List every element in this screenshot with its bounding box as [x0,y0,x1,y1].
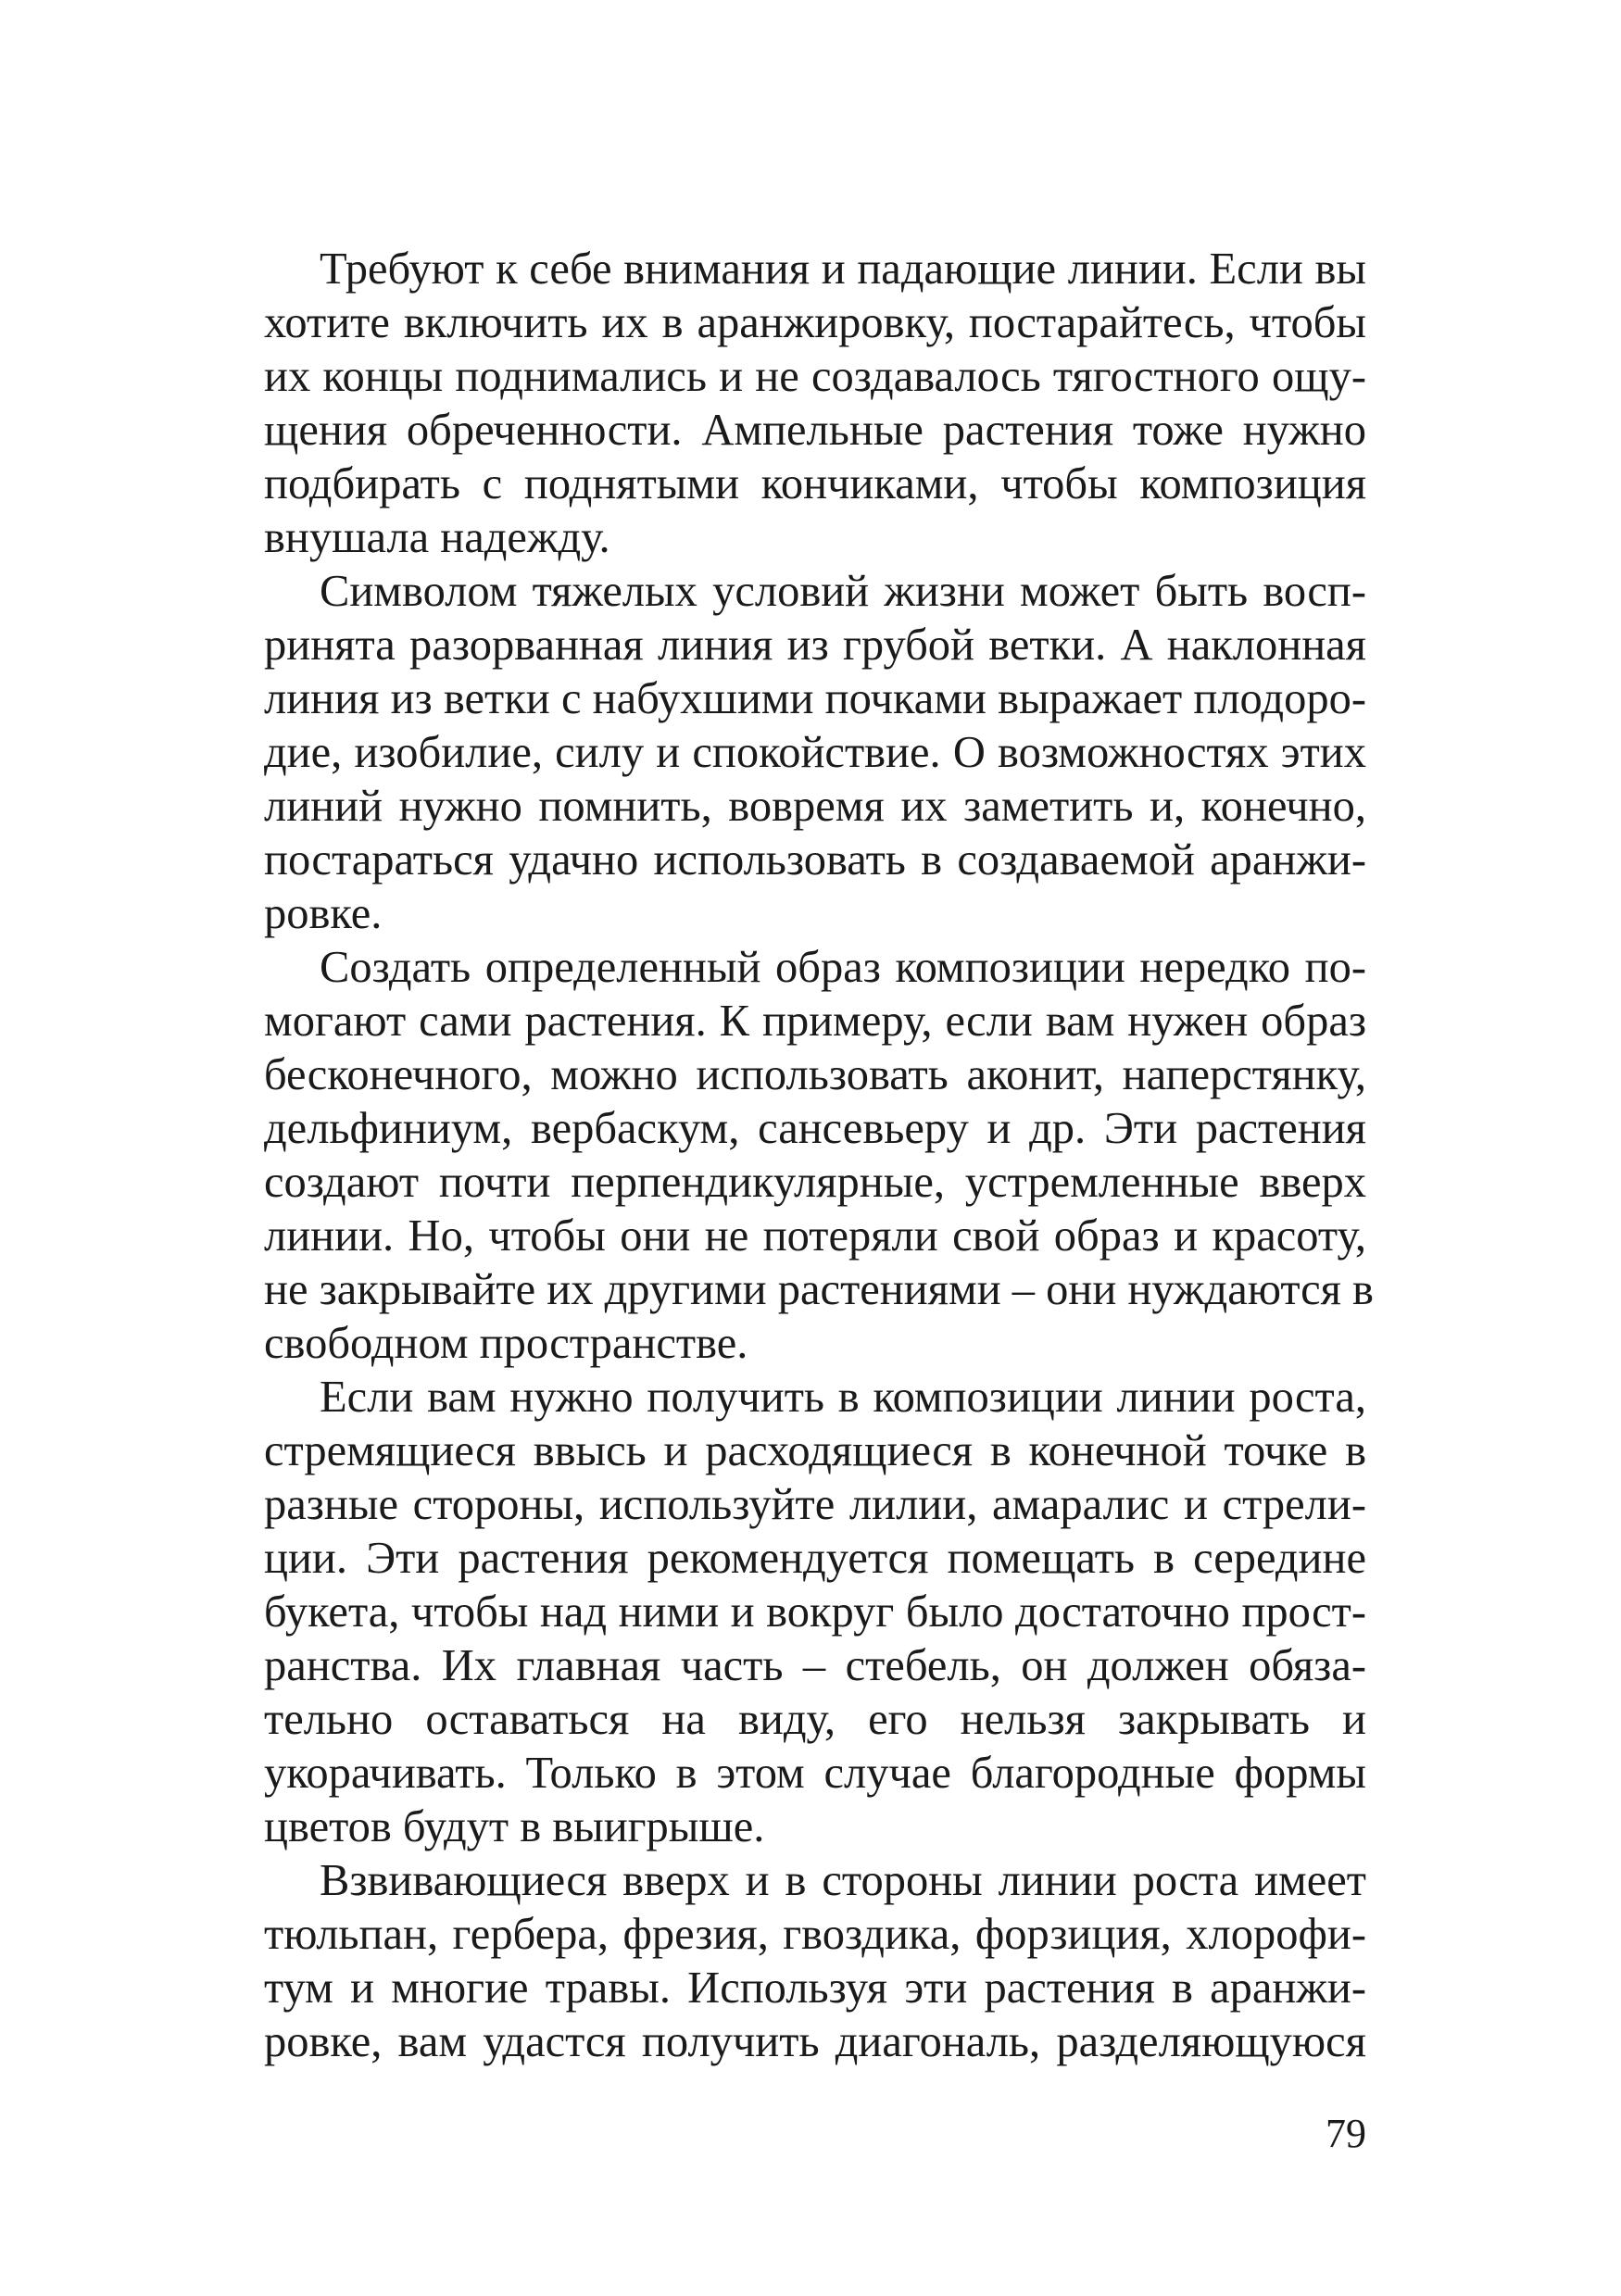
text-line: дельфиниум, вербаскум, сансевьеру и др. Эти растения [264,1104,1366,1153]
text-line: ринята разорванная линия из грубой ветки. А наклонная [264,621,1366,670]
text-line: Символом тяжелых условий жизни может быть восп- [320,567,1366,616]
text-line: разные стороны, используйте лилии, амаралис и стрели- [264,1480,1366,1529]
text-line: подбирать с поднятыми кончиками, чтобы композиция [264,459,1366,508]
text-line: ции. Эти растения рекомендуется помещать в середине [264,1534,1366,1583]
text-line: стремящиеся ввысь и расходящиеся в конечной точке в [264,1426,1366,1475]
text-line: внушала надежду. [264,513,610,562]
text-line: цветов будут в выигрыше. [264,1802,765,1851]
text-line: дие, изобилие, силу и спокойствие. О возможностях этих [264,728,1366,777]
text-line: бесконечного, можно использовать аконит, наперстянку, [264,1050,1366,1099]
text-line: хотите включить их в аранжировку, постарайтесь, чтобы [264,298,1366,347]
text-line: ранства. Их главная часть – стебель, он должен обяза- [264,1641,1366,1690]
text-line: ровке. [264,889,383,938]
text-line: щения обреченности. Ампельные растения тоже нужно [264,406,1366,455]
text-line: Взвивающиеся вверх и в стороны линии роста имеет [320,1856,1366,1905]
text-line: букета, чтобы над ними и вокруг было достаточно прост- [264,1587,1366,1637]
text-line: Требуют к себе внимания и падающие линии. Если вы [320,245,1366,294]
text-line: тельно оставаться на виду, его нельзя закрывать и [264,1695,1366,1744]
text-line: линий нужно помнить, вовремя их заметить и, конечно, [264,782,1366,831]
paragraph-1 [264,243,1366,565]
text-line: линии. Но, чтобы они не потеряли свой образ и красоту, [264,1211,1366,1261]
text-line: их концы поднимались и не создавалось тягостного ощу- [264,352,1366,401]
text-line: не закрывайте их другими растениями – они нуждаются в [264,1265,1374,1314]
text-line: линия из ветки с набухшими почками выражает плодоро- [264,674,1366,723]
text-line: укорачивать. Только в этом случае благородные формы [264,1749,1366,1798]
text-line: создают почти перпендикулярные, устремленные вверх [264,1158,1366,1207]
paragraph-5 [264,1854,1366,2069]
text-line: ровке, вам удастся получить диагональ, разделяющуюся [264,2017,1366,2066]
paragraph-2 [264,565,1366,941]
text-line: тум и многие травы. Используя эти растения в аранжи- [264,1964,1366,2013]
paragraph-3 [264,941,1374,1371]
page-number: 79 [1326,2111,1366,2156]
paragraph-4 [264,1371,1366,1854]
text-line: тюльпан, гербера, фрезия, гвоздика, форзиция, хлорофи- [264,1910,1366,1959]
text-line: Если вам нужно получить в композиции линии роста, [320,1373,1366,1422]
text-line: Создать определенный образ композиции нередко по- [320,943,1366,992]
text-line: постараться удачно использовать в создаваемой аранжи- [264,835,1366,885]
page-body [264,243,1374,2069]
text-line: могают сами растения. К примеру, если вам нужен образ [264,997,1366,1046]
text-line: свободном пространстве. [264,1319,748,1368]
